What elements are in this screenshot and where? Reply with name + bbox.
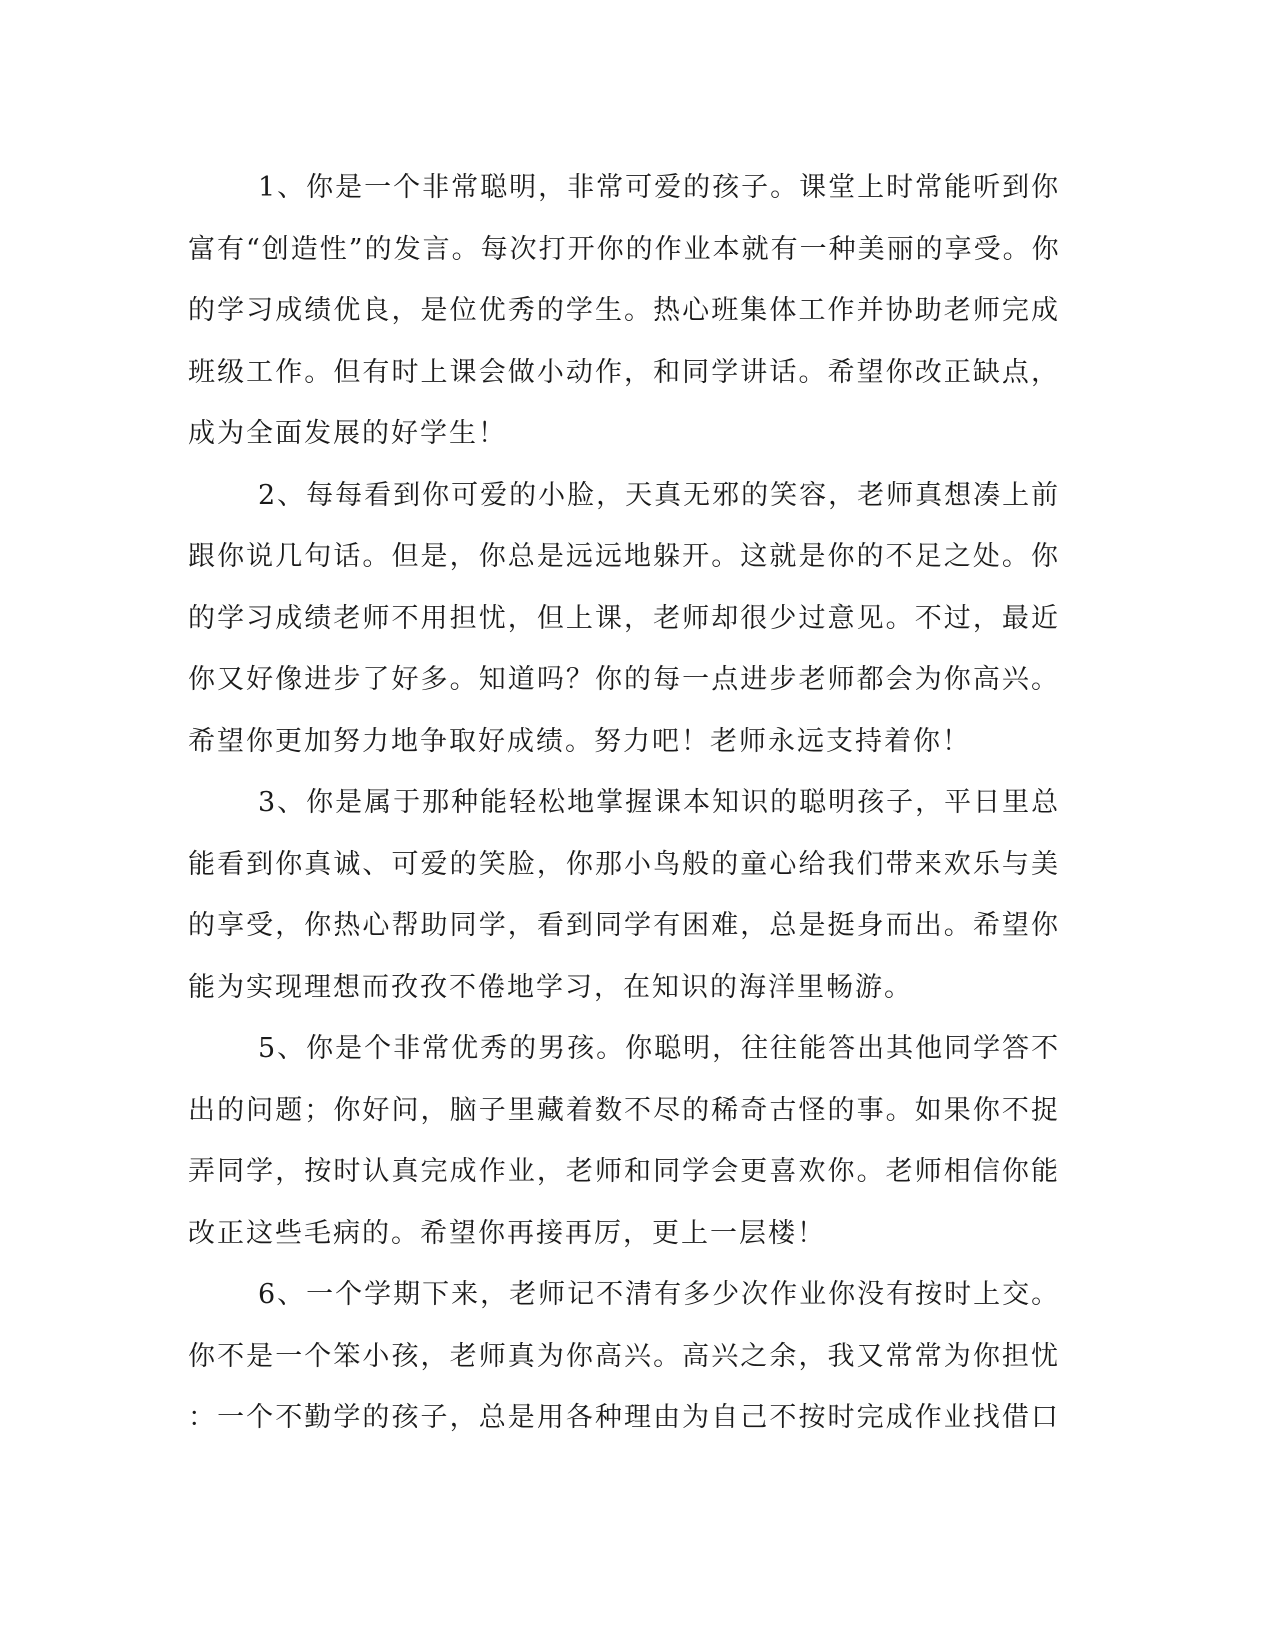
- text-line: 能看到你真诚、可爱的笑脸，你那小鸟般的童心给我们带来欢乐与美: [188, 848, 1060, 880]
- text-line: 希望你更加努力地争取好成绩。努力吧！老师永远支持着你！: [188, 725, 971, 757]
- text-line: 1、你是一个非常聪明，非常可爱的孩子。课堂上时常能听到你: [258, 172, 1061, 203]
- text-line: 跟你说几句话。但是，你总是远远地躲开。这就是你的不足之处。你: [188, 541, 1060, 572]
- text-line: 改正这些毛病的。希望你再接再厉，更上一层楼！: [188, 1217, 826, 1249]
- text-line: 弄同学，按时认真完成作业，老师和同学会更喜欢你。老师相信你能: [188, 1156, 1060, 1187]
- text-line: 5、你是个非常优秀的男孩。你聪明，往往能答出其他同学答不: [258, 1033, 1061, 1064]
- text-line: 你又好像进步了好多。知道吗？你的每一点进步老师都会为你高兴。: [188, 664, 1060, 695]
- paragraph-6: [188, 1264, 1060, 1449]
- text-line: 能为实现理想而孜孜不倦地学习，在知识的海洋里畅游。: [188, 971, 913, 1003]
- text-line: 3、你是属于那种能轻松地掌握课本知识的聪明孩子，平日里总: [258, 787, 1061, 818]
- text-line: 你不是一个笨小孩，老师真为你高兴。高兴之余，我又常常为你担忧: [188, 1340, 1060, 1372]
- text-line: 出的问题；你好问，脑子里藏着数不尽的稀奇古怪的事。如果你不捉: [188, 1094, 1060, 1126]
- text-line: 的学习成绩优良，是位优秀的学生。热心班集体工作并协助老师完成: [188, 295, 1060, 326]
- text-line: 2、每每看到你可爱的小脸，天真无邪的笑容，老师真想凑上前: [258, 479, 1061, 511]
- text-line: 班级工作。但有时上课会做小动作，和同学讲话。希望你改正缺点，: [188, 356, 1060, 388]
- paragraph-2: [188, 465, 1060, 773]
- paragraph-1: [188, 157, 1060, 465]
- text-line: 成为全面发展的好学生！: [188, 418, 507, 449]
- text-line: ：一个不勤学的孩子，总是用各种理由为自己不按时完成作业找借口: [188, 1402, 1060, 1433]
- paragraph-3: [188, 772, 1060, 1018]
- text-line: 6、一个学期下来，老师记不清有多少次作业你没有按时上交。: [258, 1279, 1061, 1310]
- text-line: 的学习成绩老师不用担忧，但上课，老师却很少过意见。不过，最近: [188, 602, 1060, 634]
- document-body: [188, 157, 1060, 1449]
- text-line: 富有“创造性”的发言。每次打开你的作业本就有一种美丽的享受。你: [188, 233, 1061, 265]
- text-line: 的享受，你热心帮助同学，看到同学有困难，总是挺身而出。希望你: [188, 910, 1060, 941]
- paragraph-5: [188, 1018, 1060, 1264]
